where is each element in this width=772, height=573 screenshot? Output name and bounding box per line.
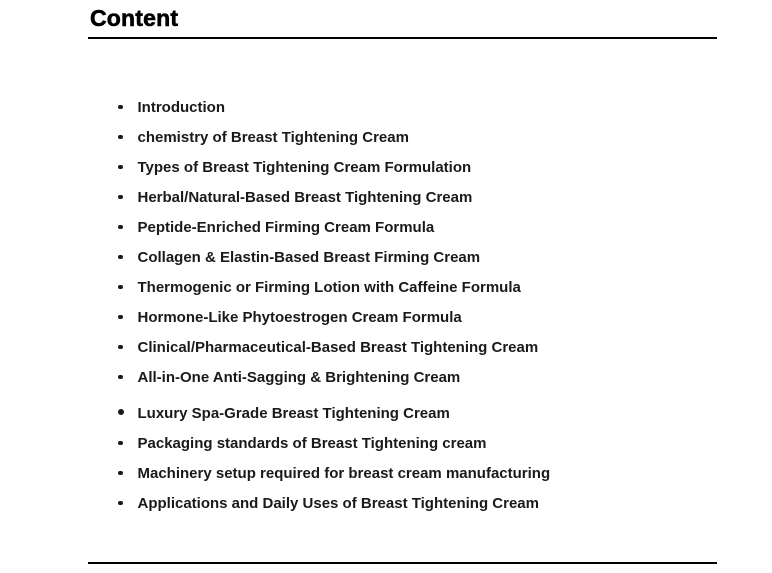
bullet-icon <box>118 471 123 476</box>
toc-item <box>118 398 698 428</box>
footer-divider <box>88 562 717 564</box>
bullet-icon <box>118 315 123 320</box>
toc-list-primary <box>118 92 698 392</box>
bullet-icon <box>118 441 123 446</box>
toc-item <box>118 242 698 272</box>
bullet-icon <box>118 225 123 230</box>
toc-item-label: Peptide-Enriched Firming Cream Formula <box>137 218 435 236</box>
page-title: Content <box>90 5 179 31</box>
bullet-icon <box>118 409 124 415</box>
toc-item-label: Herbal/Natural-Based Breast Tightening Cream <box>137 188 473 206</box>
toc-item-label: Hormone-Like Phytoestrogen Cream Formula <box>137 308 462 326</box>
toc-item <box>118 428 698 458</box>
bullet-icon <box>118 345 123 350</box>
toc-item-label: Thermogenic or Firming Lotion with Caffeine Formula <box>137 278 521 296</box>
toc-item-label: Packaging standards of Breast Tightening cream <box>137 434 487 452</box>
bullet-icon <box>118 195 123 200</box>
bullet-icon <box>118 285 123 290</box>
toc-item-label: Machinery setup required for breast cream manufacturing <box>137 464 551 482</box>
bullet-icon <box>118 135 123 140</box>
bullet-icon <box>118 255 123 260</box>
bullet-icon <box>118 165 123 170</box>
toc-item <box>118 302 698 332</box>
bullet-icon <box>118 501 123 506</box>
bullet-icon <box>118 375 123 380</box>
toc-item-label: Collagen & Elastin-Based Breast Firming Cream <box>137 248 481 266</box>
toc-item-label: Clinical/Pharmaceutical-Based Breast Tightening Cream <box>137 338 539 356</box>
toc-item <box>118 92 698 122</box>
toc-item <box>118 458 698 488</box>
toc-item <box>118 332 698 362</box>
toc-item <box>118 488 698 518</box>
toc-item <box>118 212 698 242</box>
toc-item-label: Types of Breast Tightening Cream Formulation <box>137 158 472 176</box>
toc-item-label: Applications and Daily Uses of Breast Tightening Cream <box>137 494 539 512</box>
toc-item <box>118 272 698 302</box>
toc-item-label: All-in-One Anti-Sagging & Brightening Cream <box>137 368 461 386</box>
toc-item <box>118 152 698 182</box>
toc-item-label: Luxury Spa-Grade Breast Tightening Cream <box>137 404 450 422</box>
toc-item <box>118 362 698 392</box>
toc-item <box>118 122 698 152</box>
bullet-icon <box>118 105 123 110</box>
toc-item <box>118 182 698 212</box>
toc-item-label: chemistry of Breast Tightening Cream <box>137 128 409 146</box>
heading-divider <box>88 37 717 39</box>
table-of-contents <box>118 92 698 518</box>
toc-list-secondary <box>118 398 698 518</box>
toc-item-label: Introduction <box>137 98 225 116</box>
